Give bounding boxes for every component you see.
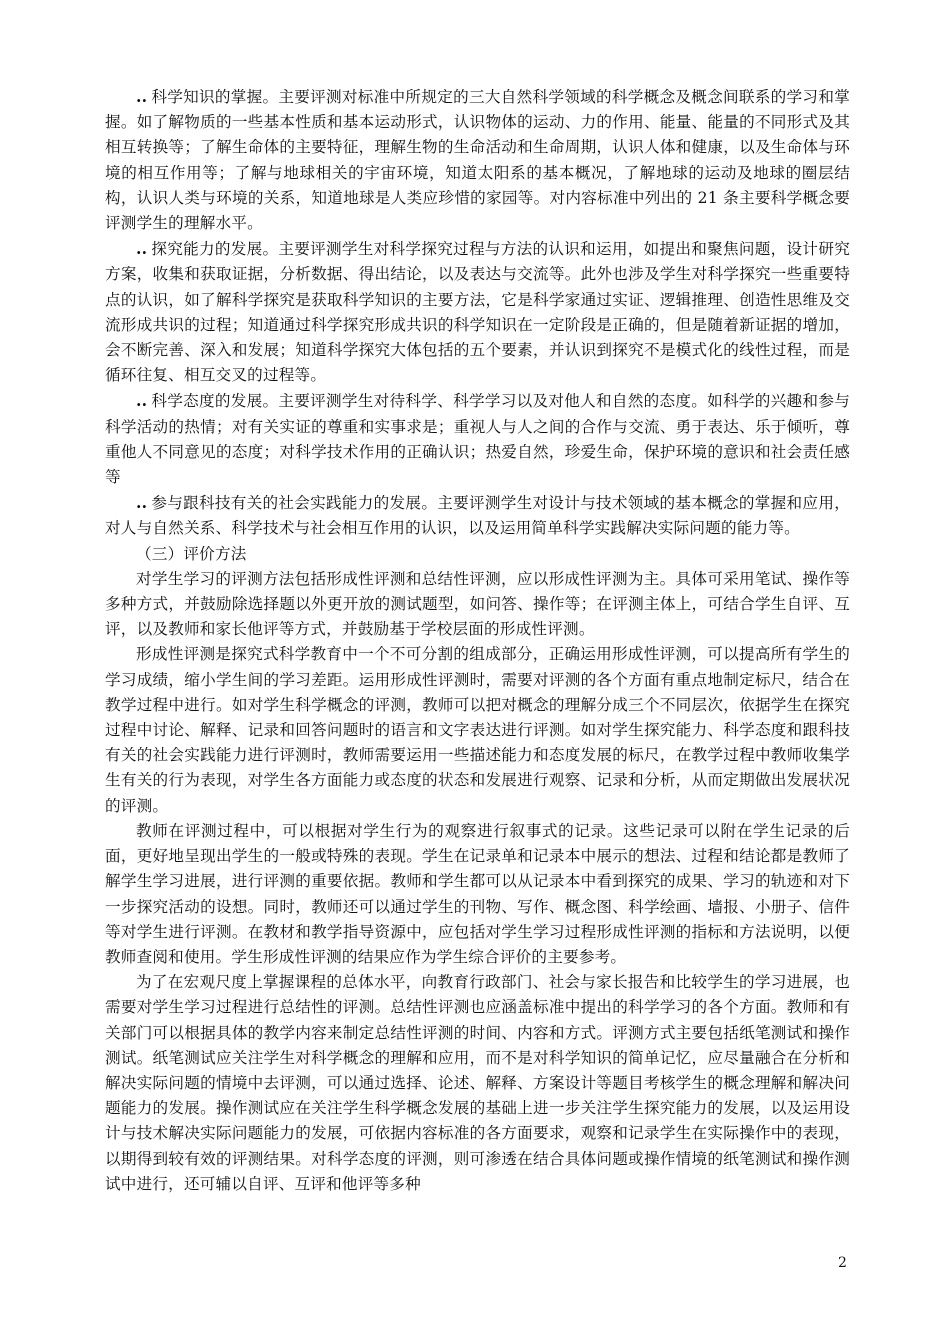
paragraph-text: 参与跟科技有关的社会实践能力的发展。主要评测学生对设计与技术领域的基本概念的掌握和应用，对人与自然关系、科学技术与社会相互作用的认识，以及运用简单科学实践解决实际问题的能力等。 [105, 494, 850, 538]
paragraph-text: 形成性评测是探究式科学教育中一个不可分割的组成部分，正确运用形成性评测，可以提高所有学生的学习成绩，缩小学生间的学习差距。运用形成性评测时，需要对评测的各个方面有重点地制定标尺，结合在教学过程中进行。如对学生科学概念的评测，教师可以把对概念的理解分成三个不同层次，依据学生在探究过程中讨论、解释、记录和回答问题时的语言和文字表达进行评测。如对学生探究能力、科学态度和跟科技有关的社会实践能力进行评测时，教师需要运用一些描述能力和态度发展的标尺，在教学过程中教师收集学生有关的行为表现，对学生各方面能力或态度的状态和发展进行观察、记录和分析，从而定期做出发展状况的评测。 [105, 645, 850, 815]
bullet-marker: .. [136, 493, 148, 513]
section-heading-text: （三）评价方法 [136, 544, 247, 563]
bullet-marker: .. [136, 391, 148, 411]
paragraph-summative-assessment [105, 970, 850, 1197]
paragraph-text: 教师在评测过程中，可以根据对学生行为的观察进行叙事式的记录。这些记录可以附在学生记录的后面，更好地呈现出学生的一般或特殊的表现。学生在记录单和记录本中展示的想法、过程和结论都是教师了解学生学习进展，进行评测的重要依据。教师和学生都可以从记录本中看到探究的成果、学习的轨迹和对下一步探究活动的设想。同时，教师还可以通过学生的刊物、写作、概念图、科学绘画、墙报、小册子、信件等对学生进行评测。在教材和教学指导资源中，应包括对学生学习过程形成性评测的指标和方法说明，以便教师查阅和使用。学生形成性评测的结果应作为学生综合评价的主要参考。 [105, 821, 850, 966]
paragraph-text: 科学知识的掌握。主要评测对标准中所规定的三大自然科学领域的科学概念及概念间联系的学习和掌握。如了解物质的一些基本性质和基本运动形式，认识物体的运动、力的作用、能量、能量的不同形式及其相互转换等；了解生命体的主要特征，理解生物的生命活动和生命周期，认识人体和健康，以及生命体与环境的相互作用等；了解与地球相关的宇宙环境，知道太阳系的基本概况，了解地球的运动及地球的圈层结构，认识人类与环境的关系，知道地球是人类应珍惜的家园等。对内容标准中列出的 21 条主要科学概念要评测学生的理解水平。 [105, 88, 850, 233]
paragraph-social-practice [105, 490, 850, 541]
paragraph-text: 探究能力的发展。主要评测学生对科学探究过程与方法的认识和运用，如提出和聚焦问题，设计研究方案，收集和获取证据，分析数据、得出结论，以及表达与交流等。此外也涉及学生对科学探究一些重要特点的认识，如了解科学探究是获取科学知识的主要方法，它是科学家通过实证、逻辑推理、创造性思维及交流形成共识的过程；知道通过科学探究形成共识的科学知识在一定阶段是正确的，但是随着新证据的增加，会不断完善、深入和发展；知道科学探究大体包括的五个要素，并认识到探究不是模式化的线性过程，而是循环往复、相互交叉的过程等。 [105, 240, 850, 385]
paragraph-formative-assessment [105, 642, 850, 818]
bullet-marker: .. [136, 239, 148, 259]
paragraph-inquiry-ability [105, 236, 850, 388]
paragraph-assessment-methods [105, 567, 850, 643]
paragraph-text: 为了在宏观尺度上掌握课程的总体水平，向教育行政部门、社会与家长报告和比较学生的学习进展，也需要对学生学习过程进行总结性的评测。总结性评测也应涵盖标准中提出的科学学习的各个方面。教师和有关部门可以根据具体的教学内容来制定总结性评测的时间、内容和方式。评测方式主要包括纸笔测试和操作测试。纸笔测试应关注学生对科学概念的理解和应用，而不是对科学知识的简单记忆，应尽量融合在分析和解决实际问题的情境中去评测，可以通过选择、论述、解释、方案设计等题目考核学生的概念理解和解决问题能力的发展。操作测试应在关注学生科学概念发展的基础上进一步关注学生探究能力的发展，以及运用设计与技术解决实际问题能力的发展，可依据内容标准的各方面要求，观察和记录学生在实际操作中的表现，以期得到较有效的评测结果。对科学态度的评测，则可渗透在结合具体问题或操作情境的纸笔测试和操作测试中进行，还可辅以自评、互评和他评等多种 [105, 973, 850, 1193]
paragraph-science-attitude [105, 388, 850, 490]
paragraph-science-knowledge [105, 84, 850, 236]
paragraph-text: 对学生学习的评测方法包括形成性评测和总结性评测，应以形成性评测为主。具体可采用笔试、操作等多种方式，并鼓励除选择题以外更开放的测试题型，如问答、操作等；在评测主体上，可结合学生自评、互评，以及教师和家长他评等方式，并鼓励基于学校层面的形成性评测。 [105, 569, 850, 639]
page-number: 2 [838, 1255, 847, 1271]
document-page [105, 84, 850, 1197]
paragraph-teacher-records [105, 819, 850, 970]
section-heading-evaluation-methods [105, 542, 850, 567]
paragraph-text: 科学态度的发展。主要评测学生对待科学、科学学习以及对他人和自然的态度。如科学的兴趣和参与科学活动的热情；对有关实证的尊重和实事求是；重视人与人之间的合作与交流、勇于表达、乐于倾听，尊重他人不同意见的态度；对科学技术作用的正确认识；热爱自然，珍爱生命，保护环境的意识和社会责任感等 [105, 392, 850, 487]
bullet-marker: .. [136, 87, 148, 106]
